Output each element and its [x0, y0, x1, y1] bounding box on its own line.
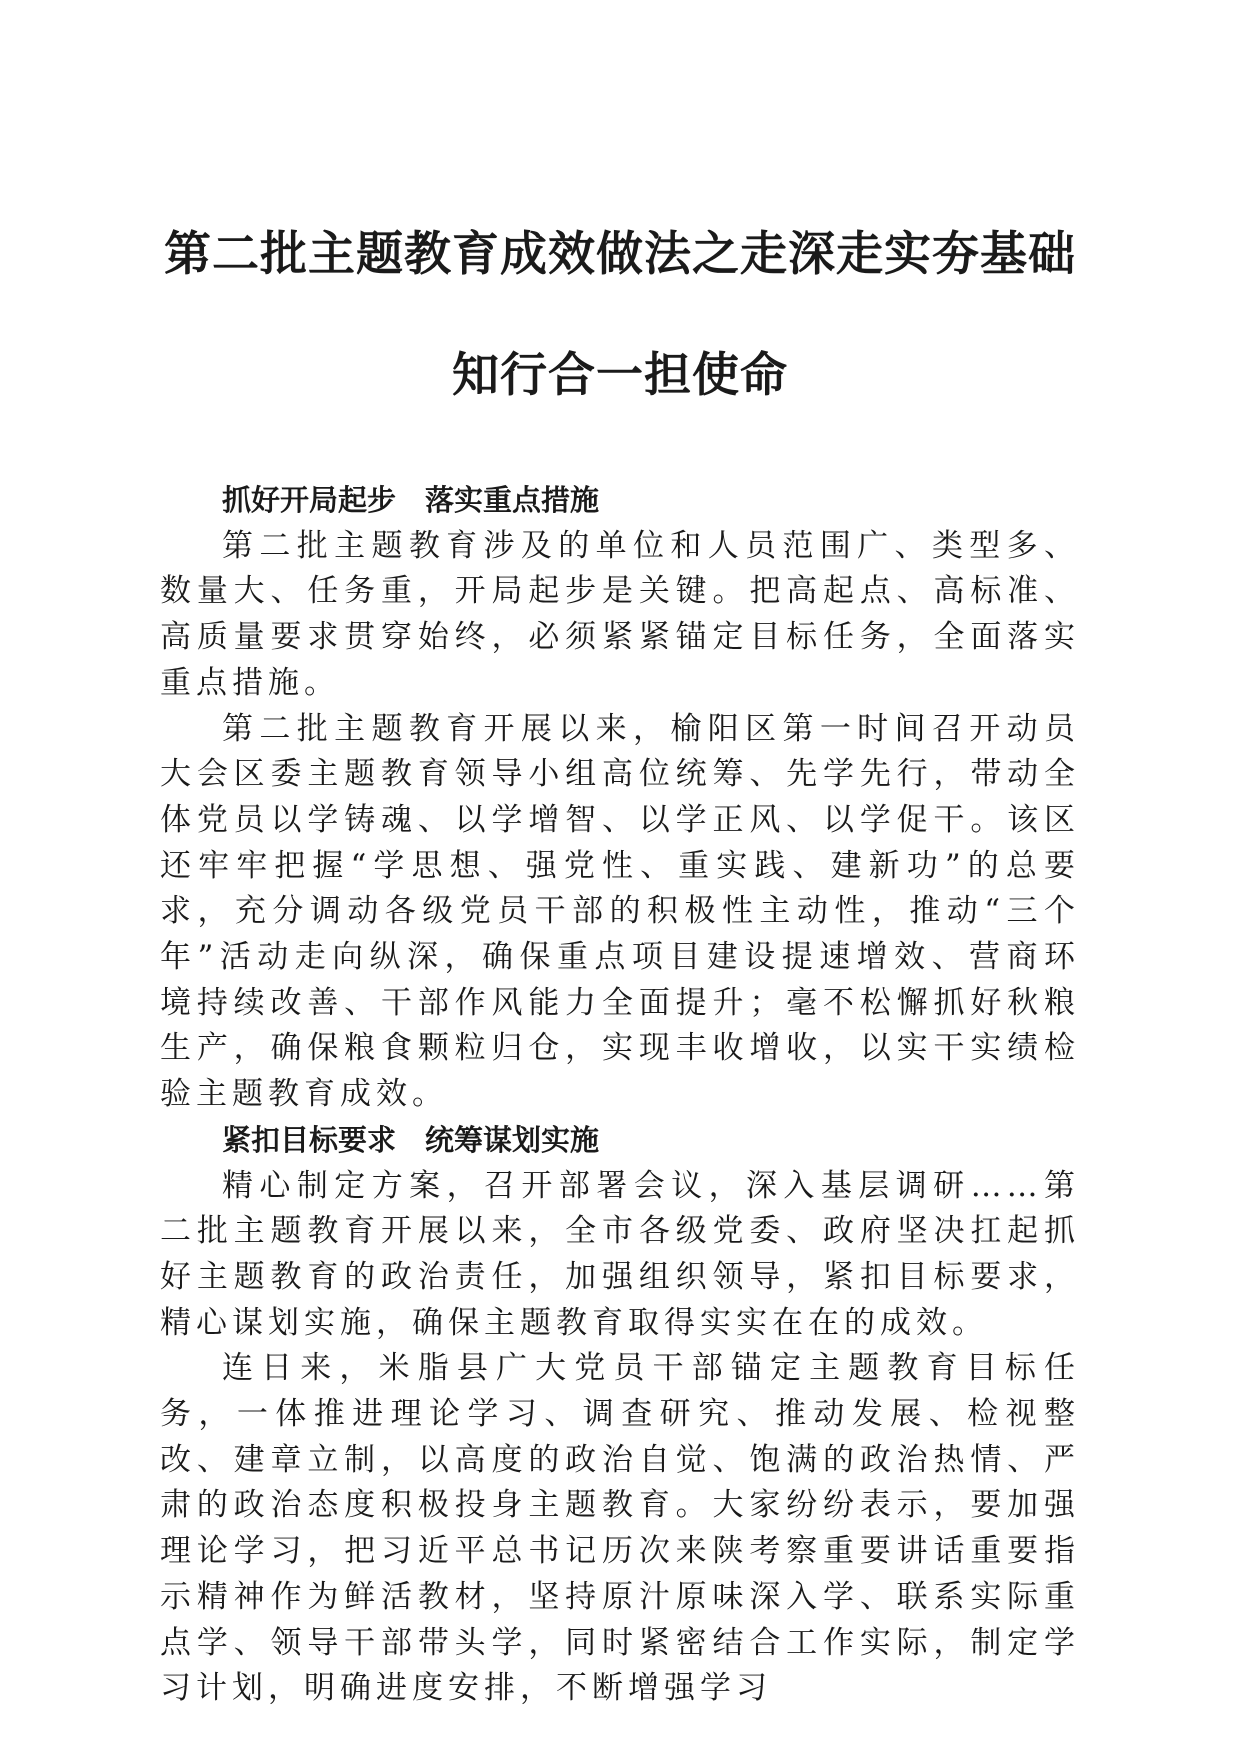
document-body [160, 478, 1080, 1712]
document-title-line-1: 第二批主题教育成效做法之走深走实夯基础 [164, 227, 1076, 282]
paragraph: 第二批主题教育涉及的单位和人员范围广、类型多、数量大、任务重，开局起步是关键。把高起点、高标准、高质量要求贯穿始终，必须紧紧锚定目标任务，全面落实重点措施。 [160, 527, 1080, 701]
document-title-line-2: 知行合一担使命 [452, 348, 788, 403]
section-heading: 抓好开局起步 落实重点措施 [222, 483, 600, 517]
paragraph: 第二批主题教育开展以来，榆阳区第一时间召开动员大会区委主题教育领导小组高位统筹、先学先行，带动全体党员以学铸魂、以学增智、以学正风、以学促干。该区还牢牢把握“学思想、强党性、重实践、建新功”的总要求，充分调动各级党员干部的积极性主动性，推动“三个年”活动走向纵深，确保重点项目建设提速增效、营商环境持续改善、干部作风能力全面提升；毫不松懈抓好秋粮生产，确保粮食颗粒归仓，实现丰收增收，以实干实绩检验主题教育成效。 [160, 710, 1080, 1113]
paragraph: 连日来，米脂县广大党员干部锚定主题教育目标任务，一体推进理论学习、调查研究、推动发展、检视整改、建章立制，以高度的政治自觉、饱满的政治热情、严肃的政治态度积极投身主题教育。大家纷纷表示，要加强理论学习，把习近平总书记历次来陕考察重要讲话重要指示精神作为鲜活教材，坚持原汁原味深入学、联系实际重点学、领导干部带头学，同时紧密结合工作实际，制定学习计划，明确进度安排，不断增强学习 [160, 1350, 1080, 1707]
paragraph: 精心制定方案，召开部署会议，深入基层调研……第二批主题教育开展以来，全市各级党委、政府坚决扛起抓好主题教育的政治责任，加强组织领导，紧扣目标要求，精心谋划实施，确保主题教育取得实实在在的成效。 [160, 1167, 1080, 1341]
section-heading: 紧扣目标要求 统筹谋划实施 [222, 1122, 600, 1157]
